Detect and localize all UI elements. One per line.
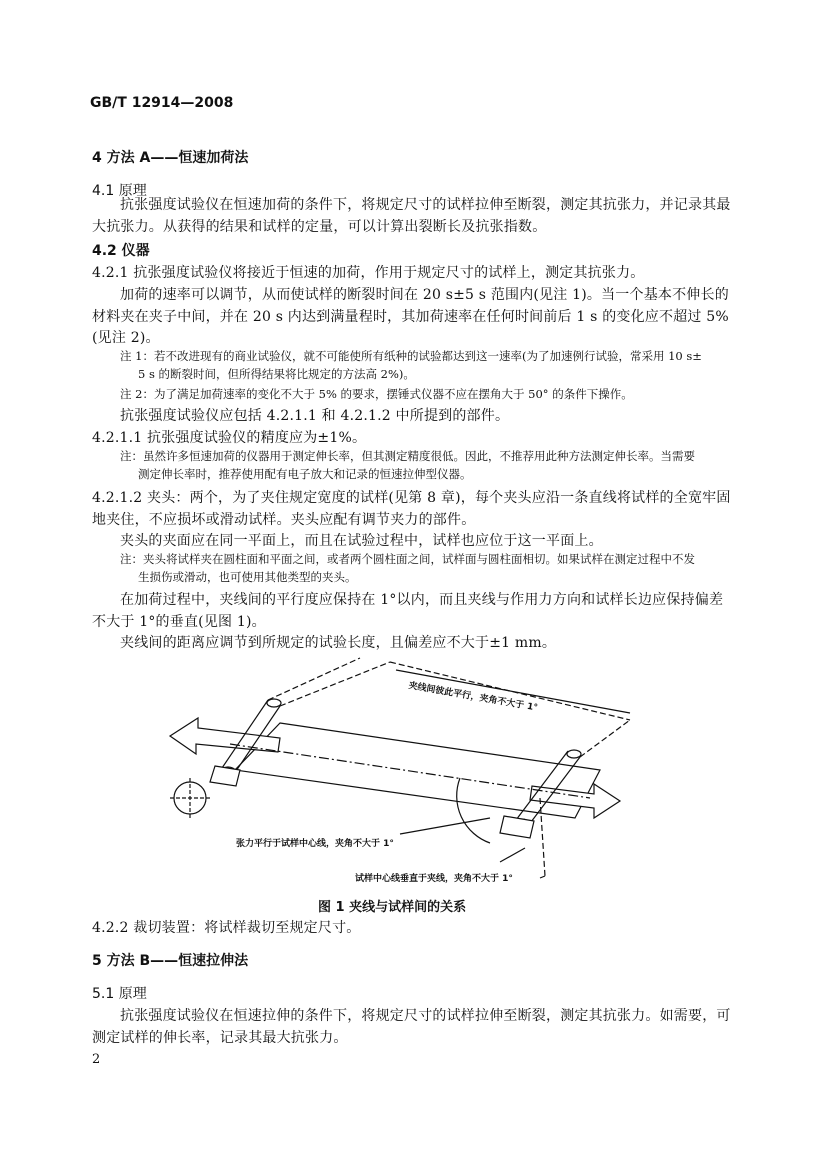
note: 5 s 的断裂时间，但所得结果将比规定的方法高 2%)。 [138, 367, 415, 381]
paragraph: 4.2.1.2 夹头：两个，为了夹住规定宽度的试样(见第 8 章)，每个夹头应沿一条直线将试样的全宽牢固 [92, 490, 731, 506]
paragraph: 材料夹在夹子中间，并在 20 s 内达到满量程时，其加荷速率在任何时间前后 1 s 的变化应不超过 5% [92, 309, 729, 325]
paragraph: 大抗张力。从获得的结果和试样的定量，可以计算出裂断长及抗张指数。 [92, 219, 547, 235]
paragraph: 不大于 1°的垂直(见图 1)。 [92, 614, 266, 630]
paragraph: 抗张强度试验仪在恒速拉伸的条件下，将规定尺寸的试样拉伸至断裂，测定其抗张力。如需要，可 [120, 1008, 731, 1024]
note: 注 1：若不改进现有的商业试验仪，就不可能使所有纸种的试验都达到这一速率(为了加速例行试验，常采用 10 s± [120, 349, 702, 363]
section-5-1-heading: 5.1 原理 [92, 986, 147, 1002]
section-5-heading: 5 方法 B——恒速拉伸法 [92, 953, 249, 969]
paragraph: 夹线间的距离应调节到所规定的试验长度，且偏差应不大于±1 mm。 [120, 635, 557, 651]
paragraph: 4.2.1.1 抗张强度试验仪的精度应为±1%。 [92, 430, 367, 446]
figure-1-drawing [160, 648, 650, 893]
page-number: 2 [92, 1052, 101, 1067]
note: 注：虽然许多恒速加荷的仪器用于测定伸长率，但其测定精度很低。因此，不推荐用此种方法测定伸长率。当需要 [120, 449, 695, 463]
figure-1-caption: 图 1 夹线与试样间的关系 [318, 900, 467, 915]
section-4-2-heading: 4.2 仪器 [92, 243, 150, 259]
paragraph: 测定试样的伸长率，记录其最大抗张力。 [92, 1030, 348, 1046]
figure-label-force: 张力平行于试样中心线，夹角不大于 1° [236, 839, 394, 849]
figure-label-top: 夹线间彼此平行，夹角不大于 1° [407, 680, 539, 714]
paragraph: 在加荷过程中，夹线间的平行度应保持在 1°以内，而且夹线与作用力方向和试样长边应保持偏差 [120, 592, 724, 608]
paragraph: 抗张强度试验仪在恒速加荷的条件下，将规定尺寸的试样拉伸至断裂，测定其抗张力，并记录其最 [120, 197, 731, 213]
paragraph: 抗张强度试验仪应包括 4.2.1.1 和 4.2.1.2 中所提到的部件。 [120, 408, 510, 424]
note: 注 2：为了满足加荷速率的变化不大于 5% 的要求，摆锤式仪器不应在摆角大于 50° 的条件下操作。 [120, 387, 633, 401]
paragraph: 夹头的夹面应在同一平面上，而且在试验过程中，试样也应位于这一平面上。 [120, 533, 603, 549]
paragraph: 4.2.1 抗张强度试验仪将接近于恒速的加荷，作用于规定尺寸的试样上，测定其抗张力。 [92, 265, 645, 281]
standard-number: GB/T 12914—2008 [90, 95, 234, 111]
paragraph: 加荷的速率可以调节，从而使试样的断裂时间在 20 s±5 s 范围内(见注 1)。当一个基本不伸长的 [120, 287, 729, 303]
section-4-heading: 4 方法 A——恒速加荷法 [92, 150, 249, 166]
section-4-1-heading: 4.1 原理 [92, 183, 147, 199]
figure-label-centerline: 试样中心线垂直于夹线，夹角不大于 1° [355, 874, 513, 884]
paragraph: 4.2.2 裁切装置：将试样裁切至规定尺寸。 [92, 920, 361, 936]
left-force-arrow [170, 718, 280, 754]
note: 注：夹头将试样夹在圆柱面和平面之间，或者两个圆柱面之间，试样面与圆柱面相切。如果试样在测定过程中不发 [120, 552, 695, 566]
note: 测定伸长率时，推荐使用配有电子放大和记录的恒速拉伸型仪器。 [138, 467, 472, 481]
paragraph: (见注 2)。 [92, 330, 160, 346]
figure-1-diagram [160, 648, 650, 893]
paragraph: 地夹住，不应损坏或滑动试样。夹头应配有调节夹力的部件。 [92, 512, 476, 528]
note: 生损伤或滑动，也可使用其他类型的夹头。 [138, 570, 357, 584]
